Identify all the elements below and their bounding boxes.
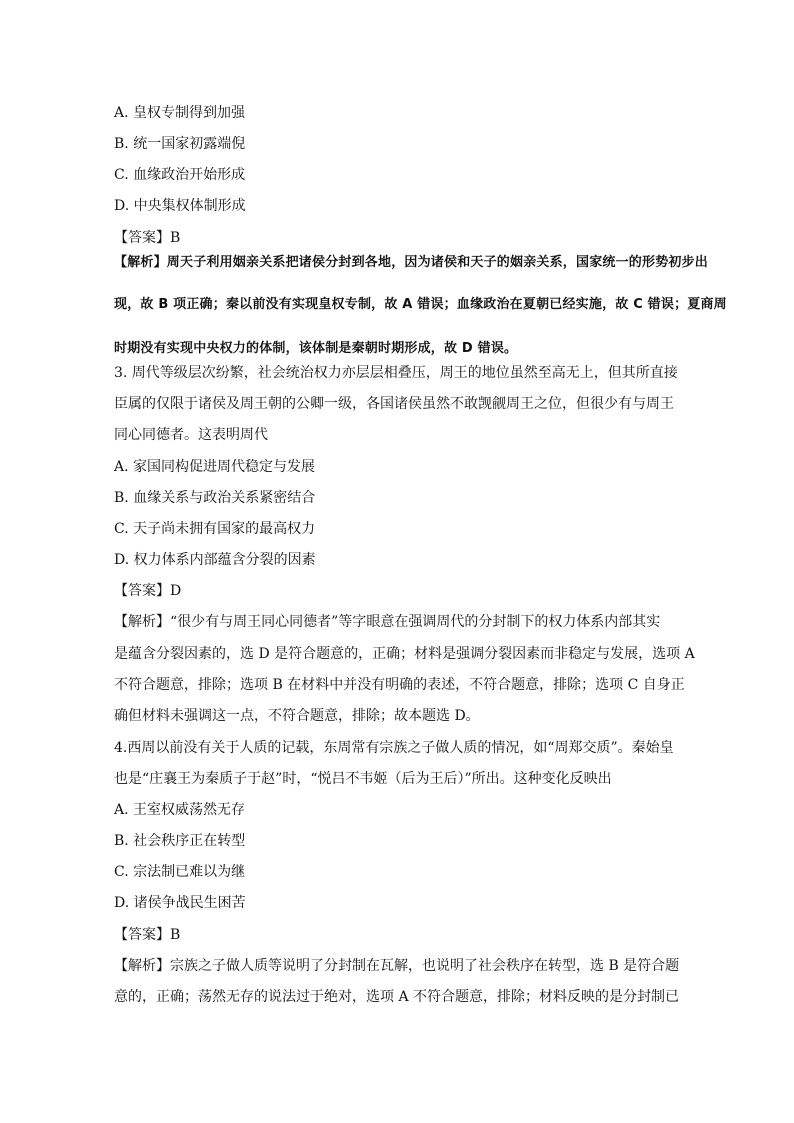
q4-option-d: D. 诸侯争战民生困苦 [114,895,246,911]
q2-answer: 【答案】B [114,230,181,246]
q3-stem-line-1: 3. 周代等级层次纷繁，社会统治权力亦层层相叠压，周王的地位虽然至高无上，但其所直接 [114,365,678,381]
q4-option-b: B. 社会秩序正在转型 [114,833,246,849]
q4-analysis-line-2: 意的，正确；荡然无存的说法过于绝对，选项 A 不符合题意，排除；材料反映的是分封制已 [114,989,680,1005]
q4-analysis-line-1: 【解析】宗族之子做人质等说明了分封制在瓦解，也说明了社会秩序在转型，选 B 是符合题 [114,958,680,974]
q3-analysis-line-3: 不符合题意，排除；选项 B 在材料中并没有明确的表述，不符合题意，排除；选项 C 自身正 [114,677,685,693]
q3-analysis-line-1: 【解析】“很少有与周王同心同德者”等字眼意在强调周代的分封制下的权力体系内部其实 [114,614,661,630]
q4-stem-line-2: 也是“庄襄王为秦质子于赵”时，“悦吕不韦姬（后为王后）”所出。这种变化反映出 [114,771,612,787]
q3-option-d: D. 权力体系内部蕴含分裂的因素 [114,552,316,568]
q3-answer: 【答案】D [114,583,182,599]
q2-option-b: B. 统一国家初露端倪 [114,136,246,152]
q3-option-a: A. 家国同构促进周代稳定与发展 [114,459,316,475]
q3-stem-line-2: 臣属的仅限于诸侯及周王朝的公卿一级，各国诸侯虽然不敢觊觎周王之位，但很少有与周王 [114,396,674,412]
q4-stem-line-1: 4.西周以前没有关于人质的记载，东周常有宗族之子做人质的情况，如“周郑交质”。秦始皇 [114,740,674,756]
q2-option-c: C. 血缘政治开始形成 [114,167,246,183]
q3-option-b: B. 血缘关系与政治关系紧密结合 [114,490,316,506]
q2-analysis-line-3: 时期没有实现中央权力的体制，该体制是秦朝时期形成，故 D 错误。 [114,341,518,356]
q2-option-a: A. 皇权专制得到加强 [114,105,246,121]
q3-option-c: C. 天子尚未拥有国家的最高权力 [114,521,316,537]
q2-analysis-line-2: 现，故 B 项正确；秦以前没有实现皇权专制，故 A 错误；血缘政治在夏朝已经实施，故 C 错误；夏商周 [114,297,727,312]
q4-answer: 【答案】B [114,927,181,943]
q2-option-d: D. 中央集权体制形成 [114,198,246,214]
q2-analysis-line-1: 【解析】周天子利用姻亲关系把诸侯分封到各地，因为诸侯和天子的姻亲关系，国家统一的形势初步出 [114,255,709,270]
q4-option-a: A. 王室权威荡然无存 [114,802,246,818]
q3-stem-line-3: 同心同德者。这表明周代 [114,427,268,443]
q4-option-c: C. 宗法制已难以为继 [114,864,246,880]
q3-analysis-line-4: 确但材料未强调这一点，不符合题意，排除；故本题选 D。 [114,708,480,724]
q3-analysis-line-2: 是蕴含分裂因素的，选 D 是符合题意的，正确；材料是强调分裂因素而非稳定与发展，选项 A [114,646,695,662]
